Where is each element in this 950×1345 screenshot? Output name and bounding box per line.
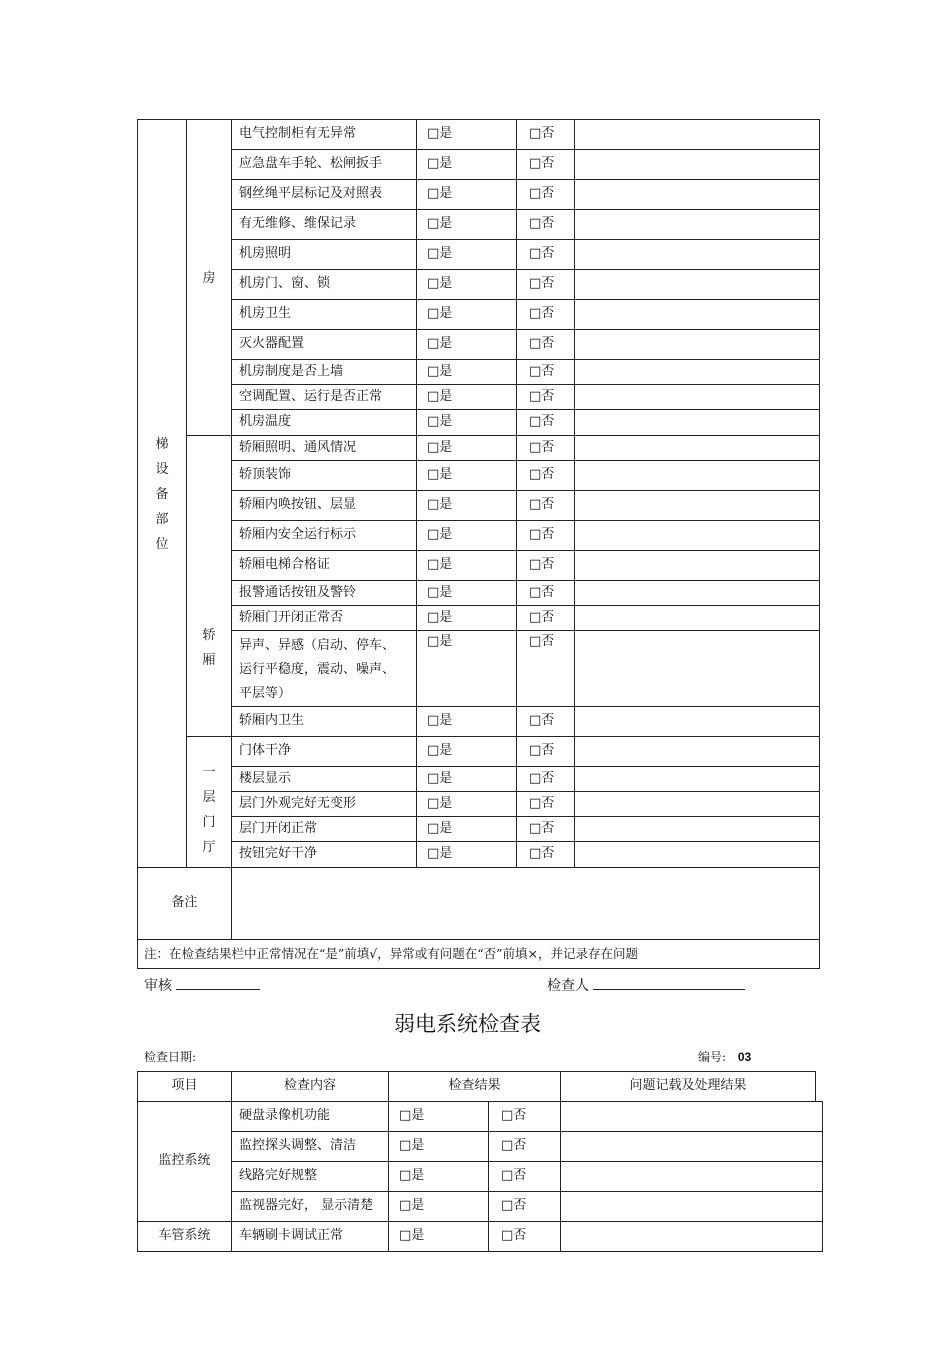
no-checkbox[interactable]: □否 bbox=[517, 817, 575, 842]
check-row bbox=[138, 521, 820, 551]
group-label-cell bbox=[187, 436, 232, 737]
problem-record-cell[interactable] bbox=[575, 551, 820, 581]
yes-checkbox[interactable]: □是 bbox=[389, 1102, 489, 1132]
check-row bbox=[138, 551, 820, 581]
yes-checkbox[interactable]: □是 bbox=[417, 300, 517, 330]
problem-record-cell[interactable] bbox=[575, 792, 820, 817]
remarks-label: 备注 bbox=[138, 868, 232, 940]
check-item: 机房照明 bbox=[232, 240, 417, 270]
no-checkbox[interactable]: □否 bbox=[517, 767, 575, 792]
no-checkbox[interactable]: □否 bbox=[517, 300, 575, 330]
no-checkbox[interactable]: □否 bbox=[517, 210, 575, 240]
form-number bbox=[698, 1048, 751, 1065]
check-item bbox=[232, 631, 417, 707]
category-char: 备 bbox=[155, 487, 169, 502]
header-problems: 问题记载及处理结果 bbox=[561, 1072, 816, 1102]
check-row bbox=[138, 300, 820, 330]
check-row bbox=[138, 461, 820, 491]
form-number-label: 编号: bbox=[698, 1050, 727, 1064]
problem-record-cell[interactable] bbox=[575, 240, 820, 270]
system-check-row bbox=[138, 1102, 823, 1132]
yes-checkbox[interactable]: □是 bbox=[417, 436, 517, 461]
check-item: 轿顶装饰 bbox=[232, 461, 417, 491]
check-item: 门体干净 bbox=[232, 737, 417, 767]
no-checkbox[interactable]: □否 bbox=[517, 240, 575, 270]
category-char: 设 bbox=[155, 462, 169, 477]
no-checkbox[interactable]: □否 bbox=[517, 461, 575, 491]
check-row bbox=[138, 436, 820, 461]
problem-record-cell[interactable] bbox=[575, 330, 820, 360]
group-label-char: 层 bbox=[202, 789, 216, 805]
check-item: 机房温度 bbox=[232, 410, 417, 436]
no-checkbox[interactable]: □否 bbox=[517, 330, 575, 360]
yes-checkbox[interactable]: □是 bbox=[417, 631, 517, 707]
check-item-line: 运行平稳度，震动、噪声、 bbox=[239, 662, 396, 677]
yes-checkbox[interactable]: □是 bbox=[417, 792, 517, 817]
system-check-item: 监控探头调整、清洁 bbox=[232, 1132, 389, 1162]
check-row bbox=[138, 180, 820, 210]
yes-checkbox[interactable]: □是 bbox=[417, 180, 517, 210]
check-item: 轿厢内卫生 bbox=[232, 707, 417, 737]
problem-record-cell[interactable] bbox=[575, 410, 820, 436]
check-item: 轿厢内安全运行标示 bbox=[232, 521, 417, 551]
check-row bbox=[138, 707, 820, 737]
yes-checkbox[interactable]: □是 bbox=[417, 842, 517, 868]
yes-checkbox[interactable]: □是 bbox=[417, 270, 517, 300]
group-label-char: 房 bbox=[202, 271, 216, 286]
check-row bbox=[138, 737, 820, 767]
check-item-line: 平层等） bbox=[239, 686, 292, 701]
check-item: 楼层显示 bbox=[232, 767, 417, 792]
problem-record-cell[interactable] bbox=[575, 767, 820, 792]
no-checkbox[interactable]: □否 bbox=[517, 551, 575, 581]
check-row bbox=[138, 240, 820, 270]
problem-record-cell[interactable] bbox=[575, 150, 820, 180]
problem-record-cell[interactable] bbox=[575, 606, 820, 631]
category-char: 梯 bbox=[155, 437, 169, 452]
system-check-item: 车辆刷卡调试正常 bbox=[232, 1222, 389, 1252]
no-checkbox[interactable]: □否 bbox=[489, 1222, 561, 1252]
check-row bbox=[138, 631, 820, 707]
problem-record-cell[interactable] bbox=[575, 842, 820, 868]
yes-checkbox[interactable]: □是 bbox=[417, 707, 517, 737]
problem-record-cell[interactable] bbox=[561, 1132, 823, 1162]
problem-record-cell[interactable] bbox=[575, 631, 820, 707]
check-item: 轿厢电梯合格证 bbox=[232, 551, 417, 581]
elevator-check-table bbox=[137, 119, 820, 969]
check-row bbox=[138, 210, 820, 240]
weak-current-header bbox=[137, 1071, 816, 1102]
no-checkbox[interactable]: □否 bbox=[517, 581, 575, 606]
no-checkbox[interactable]: □否 bbox=[517, 360, 575, 385]
system-check-row bbox=[138, 1162, 823, 1192]
header-result: 检查结果 bbox=[389, 1072, 561, 1102]
problem-record-cell[interactable] bbox=[575, 817, 820, 842]
remarks-row bbox=[138, 868, 820, 940]
yes-checkbox[interactable]: □是 bbox=[417, 150, 517, 180]
group-label-char: 厢 bbox=[202, 652, 216, 668]
problem-record-cell[interactable] bbox=[561, 1192, 823, 1222]
no-checkbox[interactable]: □否 bbox=[489, 1132, 561, 1162]
no-checkbox[interactable]: □否 bbox=[517, 606, 575, 631]
group-label-cell bbox=[187, 737, 232, 868]
problem-record-cell[interactable] bbox=[575, 521, 820, 551]
yes-checkbox[interactable]: □是 bbox=[417, 491, 517, 521]
check-item: 机房制度是否上墙 bbox=[232, 360, 417, 385]
check-item: 空调配置、运行是否正常 bbox=[232, 385, 417, 410]
check-item: 应急盘车手轮、松闸扳手 bbox=[232, 150, 417, 180]
no-checkbox[interactable]: □否 bbox=[517, 631, 575, 707]
yes-checkbox[interactable]: □是 bbox=[417, 385, 517, 410]
check-item: 报警通话按钮及警铃 bbox=[232, 581, 417, 606]
inspector-signature bbox=[547, 975, 745, 995]
no-checkbox[interactable]: □否 bbox=[517, 521, 575, 551]
header-content: 检查内容 bbox=[232, 1072, 389, 1102]
problem-record-cell[interactable] bbox=[575, 300, 820, 330]
check-item: 按钮完好干净 bbox=[232, 842, 417, 868]
check-item: 灭火器配置 bbox=[232, 330, 417, 360]
yes-checkbox[interactable]: □是 bbox=[389, 1192, 489, 1222]
no-checkbox[interactable]: □否 bbox=[517, 491, 575, 521]
check-row bbox=[138, 817, 820, 842]
no-checkbox[interactable]: □否 bbox=[517, 707, 575, 737]
system-check-item: 线路完好规整 bbox=[232, 1162, 389, 1192]
check-row bbox=[138, 792, 820, 817]
yes-checkbox[interactable]: □是 bbox=[417, 606, 517, 631]
yes-checkbox[interactable]: □是 bbox=[417, 521, 517, 551]
problem-record-cell[interactable] bbox=[575, 737, 820, 767]
check-item: 钢丝绳平层标记及对照表 bbox=[232, 180, 417, 210]
problem-record-cell[interactable] bbox=[575, 120, 820, 150]
inspector-signature-line[interactable] bbox=[593, 975, 745, 990]
system-check-row bbox=[138, 1222, 823, 1252]
remarks-field[interactable] bbox=[232, 868, 820, 940]
weak-current-table bbox=[137, 1101, 823, 1252]
problem-record-cell[interactable] bbox=[561, 1222, 823, 1252]
check-row bbox=[138, 360, 820, 385]
problem-record-cell[interactable] bbox=[575, 385, 820, 410]
yes-checkbox[interactable]: □是 bbox=[417, 737, 517, 767]
system-check-row bbox=[138, 1132, 823, 1162]
inspector-label: 检查人 bbox=[547, 978, 589, 994]
check-row bbox=[138, 410, 820, 436]
no-checkbox[interactable]: □否 bbox=[517, 410, 575, 436]
yes-checkbox[interactable]: □是 bbox=[417, 360, 517, 385]
yes-checkbox[interactable]: □是 bbox=[417, 330, 517, 360]
no-checkbox[interactable]: □否 bbox=[489, 1162, 561, 1192]
problem-record-cell[interactable] bbox=[561, 1102, 823, 1132]
no-checkbox[interactable]: □否 bbox=[517, 120, 575, 150]
problem-record-cell[interactable] bbox=[575, 491, 820, 521]
group-label-char: 一 bbox=[202, 764, 216, 780]
problem-record-cell[interactable] bbox=[575, 270, 820, 300]
group-label-char: 轿 bbox=[202, 627, 216, 643]
system-name: 监控系统 bbox=[138, 1102, 232, 1222]
form-number-value: 03 bbox=[737, 1050, 752, 1064]
problem-record-cell[interactable] bbox=[575, 707, 820, 737]
no-checkbox[interactable]: □否 bbox=[517, 436, 575, 461]
no-checkbox[interactable]: □否 bbox=[517, 270, 575, 300]
check-row bbox=[138, 150, 820, 180]
check-row bbox=[138, 581, 820, 606]
yes-checkbox[interactable]: □是 bbox=[389, 1222, 489, 1252]
yes-checkbox[interactable]: □是 bbox=[389, 1132, 489, 1162]
review-signature-line[interactable] bbox=[176, 975, 260, 990]
yes-checkbox[interactable]: □是 bbox=[417, 410, 517, 436]
group-label-char: 厅 bbox=[202, 839, 216, 855]
yes-checkbox[interactable]: □是 bbox=[389, 1162, 489, 1192]
no-checkbox[interactable]: □否 bbox=[489, 1192, 561, 1222]
check-item: 有无维修、维保记录 bbox=[232, 210, 417, 240]
check-item: 轿厢内唤按钮、层显 bbox=[232, 491, 417, 521]
group-label-cell bbox=[187, 120, 232, 436]
check-item: 机房门、窗、锁 bbox=[232, 270, 417, 300]
system-check-item: 硬盘录像机功能 bbox=[232, 1102, 389, 1132]
check-item: 轿厢照明、通风情况 bbox=[232, 436, 417, 461]
problem-record-cell[interactable] bbox=[575, 180, 820, 210]
no-checkbox[interactable]: □否 bbox=[517, 792, 575, 817]
check-row bbox=[138, 491, 820, 521]
check-item: 电气控制柜有无异常 bbox=[232, 120, 417, 150]
review-label: 审核 bbox=[144, 978, 172, 994]
note-row bbox=[138, 940, 820, 969]
check-row bbox=[138, 767, 820, 792]
instruction-note: 注：在检查结果栏中正常情况在“是”前填√，异常或有问题在“否”前填×，并记录存在问题 bbox=[138, 940, 820, 969]
no-checkbox[interactable]: □否 bbox=[517, 842, 575, 868]
no-checkbox[interactable]: □否 bbox=[489, 1102, 561, 1132]
category-cell bbox=[138, 120, 187, 868]
review-signature bbox=[144, 975, 260, 995]
system-name: 车管系统 bbox=[138, 1222, 232, 1252]
check-item: 轿厢门开闭正常否 bbox=[232, 606, 417, 631]
problem-record-cell[interactable] bbox=[575, 461, 820, 491]
check-item: 层门外观完好无变形 bbox=[232, 792, 417, 817]
system-check-row bbox=[138, 1192, 823, 1222]
category-char: 位 bbox=[155, 537, 169, 552]
system-check-item: 监视器完好， 显示清楚 bbox=[232, 1192, 389, 1222]
check-row bbox=[138, 842, 820, 868]
no-checkbox[interactable]: □否 bbox=[517, 180, 575, 210]
yes-checkbox[interactable]: □是 bbox=[417, 767, 517, 792]
yes-checkbox[interactable]: □是 bbox=[417, 581, 517, 606]
yes-checkbox[interactable]: □是 bbox=[417, 240, 517, 270]
group-label-char: 门 bbox=[202, 814, 216, 830]
problem-record-cell[interactable] bbox=[561, 1162, 823, 1192]
yes-checkbox[interactable]: □是 bbox=[417, 461, 517, 491]
problem-record-cell[interactable] bbox=[575, 210, 820, 240]
check-row bbox=[138, 330, 820, 360]
check-row bbox=[138, 270, 820, 300]
no-checkbox[interactable]: □否 bbox=[517, 737, 575, 767]
problem-record-cell[interactable] bbox=[575, 360, 820, 385]
check-date-label: 检查日期: bbox=[144, 1050, 197, 1064]
yes-checkbox[interactable]: □是 bbox=[417, 551, 517, 581]
check-item: 机房卫生 bbox=[232, 300, 417, 330]
category-char: 部 bbox=[155, 512, 169, 527]
check-row bbox=[138, 606, 820, 631]
sheet2-title: 弱电系统检查表 bbox=[394, 1012, 541, 1036]
yes-checkbox[interactable]: □是 bbox=[417, 817, 517, 842]
problem-record-cell[interactable] bbox=[575, 581, 820, 606]
check-row bbox=[138, 120, 820, 150]
no-checkbox[interactable]: □否 bbox=[517, 150, 575, 180]
header-project: 项目 bbox=[138, 1072, 232, 1102]
yes-checkbox[interactable]: □是 bbox=[417, 120, 517, 150]
yes-checkbox[interactable]: □是 bbox=[417, 210, 517, 240]
check-item-line: 异声、异感（启动、停车、 bbox=[239, 638, 396, 653]
check-row bbox=[138, 385, 820, 410]
problem-record-cell[interactable] bbox=[575, 436, 820, 461]
no-checkbox[interactable]: □否 bbox=[517, 385, 575, 410]
check-item: 层门开闭正常 bbox=[232, 817, 417, 842]
